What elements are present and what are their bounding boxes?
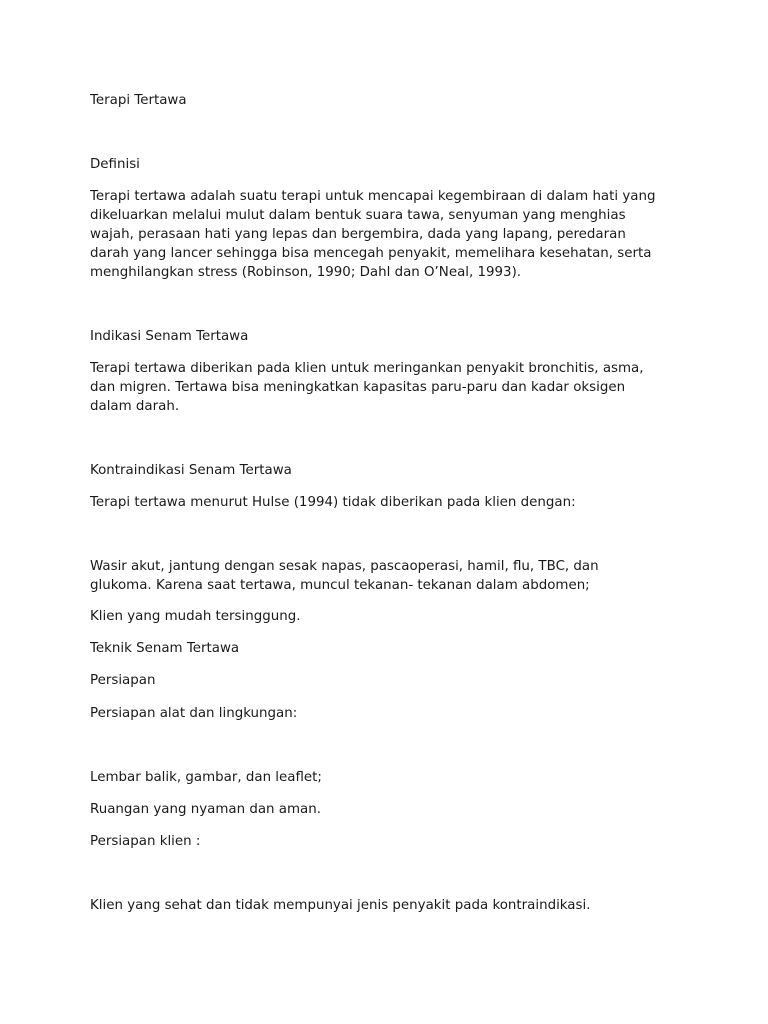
paragraph-alat-item1: Lembar balik, gambar, dan leaflet; [90,770,322,785]
text-line: dikeluarkan melalui mulut dalam bentuk suara tawa, senyuman yang menghias [90,208,626,223]
text-line: dalam darah. [90,399,180,414]
text-line: menghilangkan stress (Robinson, 1990; Dahl dan O’Neal, 1993). [90,265,522,280]
text-line: Terapi tertawa diberikan pada klien untuk meringankan penyakit bronchitis, asma, [90,361,644,376]
text-line: dan migren. Tertawa bisa meningkatkan kapasitas paru-paru dan kadar oksigen [90,380,626,395]
heading-teknik: Teknik Senam Tertawa [90,641,240,656]
paragraph-klien-item1: Klien yang sehat dan tidak mempunyai jenis penyakit pada kontraindikasi. [90,898,591,913]
heading-persiapan: Persiapan [90,673,156,688]
text-line: Wasir akut, jantung dengan sesak napas, pascaoperasi, hamil, flu, TBC, dan [90,559,599,574]
paragraph-definisi [90,187,690,282]
text-line: wajah, perasaan hati yang lepas dan bergembira, dada yang lapang, peredaran [90,227,626,242]
heading-indikasi: Indikasi Senam Tertawa [90,329,249,344]
paragraph-indikasi [90,359,690,416]
heading-definisi: Definisi [90,157,140,172]
paragraph-alat-item2: Ruangan yang nyaman dan aman. [90,802,321,817]
document-title: Terapi Tertawa [90,93,187,108]
text-line: darah yang lancer sehingga bisa mencegah penyakit, memelihara kesehatan, serta [90,246,652,261]
paragraph-persiapan-klien: Persiapan klien : [90,834,201,849]
paragraph-kontra-item1 [90,557,690,595]
paragraph-kontra-intro: Terapi tertawa menurut Hulse (1994) tidak diberikan pada klien dengan: [90,495,576,510]
paragraph-kontra-item2: Klien yang mudah tersinggung. [90,609,301,624]
text-line: Terapi tertawa adalah suatu terapi untuk mencapai kegembiraan di dalam hati yang [90,189,656,204]
paragraph-persiapan-alat: Persiapan alat dan lingkungan: [90,706,298,721]
heading-kontraindikasi: Kontraindikasi Senam Tertawa [90,463,292,478]
text-line: glukoma. Karena saat tertawa, muncul tekanan- tekanan dalam abdomen; [90,578,590,593]
